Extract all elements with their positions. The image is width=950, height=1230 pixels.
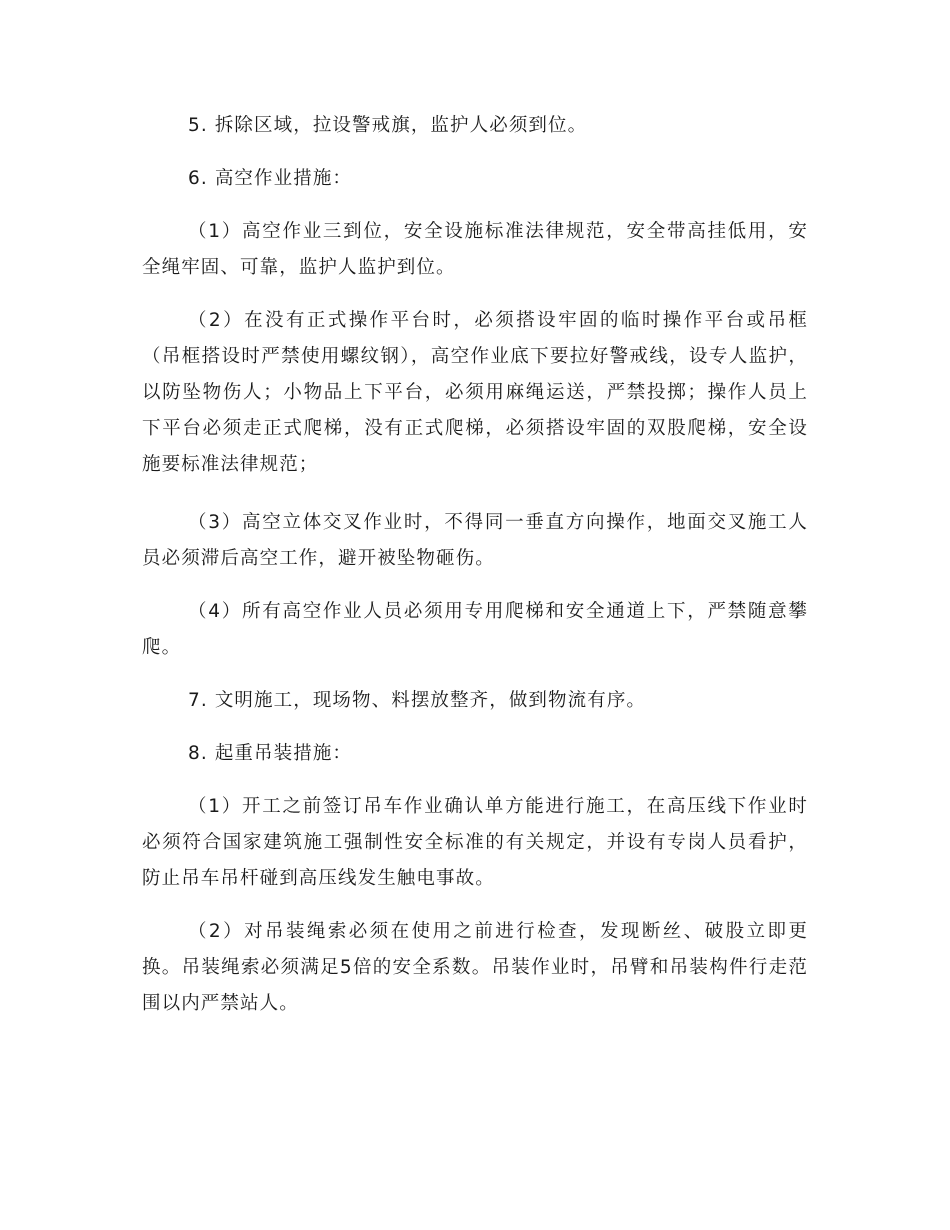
- paragraph-6-4: （4）所有高空作业人员必须用专用爬梯和安全通道上下，严禁随意攀爬。: [142, 601, 808, 658]
- paragraph-item-5: 5. 拆除区域，拉设警戒旗，监护人必须到位。: [188, 115, 588, 136]
- paragraph-item-7: 7. 文明施工，现场物、料摆放整齐，做到物流有序。: [188, 690, 647, 711]
- paragraph-item-6-heading: 6. 高空作业措施：: [188, 168, 353, 189]
- paragraph-item-8-heading: 8. 起重吊装措施：: [188, 743, 353, 764]
- paragraph-6-1: （1）高空作业三到位，安全设施标准法律规范，安全带高挂低用，安全绳牢固、可靠，监护人监护到位。: [142, 221, 808, 278]
- paragraph-8-2: （2）对吊装绳索必须在使用之前进行检查，发现断丝、破股立即更换。吊装绳索必须满足5倍的安全系数。吊装作业时，吊臂和吊装构件行走范围以内严禁站人。: [142, 921, 808, 1014]
- paragraph-6-2: （2）在没有正式操作平台时，必须搭设牢固的临时操作平台或吊框（吊框搭设时严禁使用螺纹钢），高空作业底下要拉好警戒线，设专人监护，以防坠物伤人；小物品上下平台，必须用麻绳运送，严禁投掷；操作人员上下平台必须走正式爬梯，没有正式爬梯，必须搭设牢固的双股爬梯，安全设施要标准法律规范；: [142, 310, 808, 475]
- paragraph-6-3: （3）高空立体交叉作业时，不得同一垂直方向操作，地面交叉施工人员必须滞后高空工作，避开被坠物砸伤。: [142, 512, 808, 569]
- paragraph-8-1: （1）开工之前签订吊车作业确认单方能进行施工，在高压线下作业时必须符合国家建筑施工强制性安全标准的有关规定，并设有专岗人员看护，防止吊车吊杆碰到高压线发生触电事故。: [142, 796, 808, 889]
